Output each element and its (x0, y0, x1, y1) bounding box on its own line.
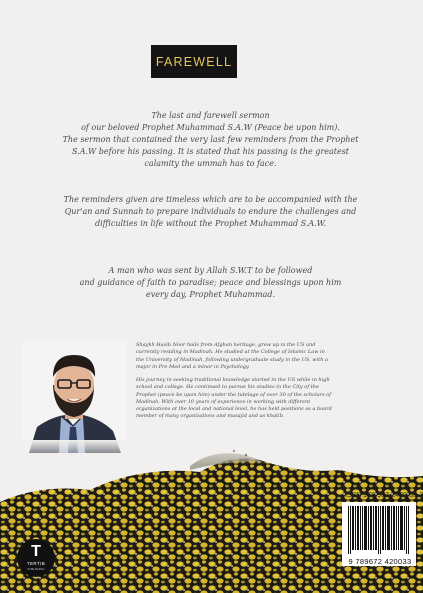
barcode-bars (342, 502, 416, 556)
barcode-number: 9 789672 420033 (348, 557, 412, 566)
title-box (151, 45, 237, 78)
publisher-name: TERTIB (26, 561, 46, 566)
blurb-paragraph-2: The reminders given are timeless which are to be accompanied with the Qur'an and Sunnah to prepare individuals to endure the challenges and difficulties in life without the Prophet Muhammad S.A.W. (63, 195, 358, 228)
author-portrait-illustration (21, 341, 126, 453)
author-photo (21, 341, 126, 453)
isbn-label: ISBN 978-967-2420-03-3 (345, 492, 423, 499)
blurb-paragraph-3: A man who was sent by Allah S.W.T to be followed and guidance of faith to paradise; peace and blessings upon him every day, Prophet Muhammad. (79, 266, 342, 299)
publisher-logo-initial: T (31, 543, 41, 560)
publisher-logo (17, 539, 55, 577)
blurb-paragraph-1: The last and farewell sermon of our beloved Prophet Muhammad S.A.W (Peace be upon him). The sermon that contained the very last few reminders from the Prophet S.A.W before his passing. It is stated that his passing is the greatest calamity the ummah has to face. (62, 111, 359, 168)
book-title: FAREWELL (155, 54, 233, 69)
author-bio-1: Shaykh Hasib Noor hails from Afghan heritage, grew up in the US and currently residing in Madinah. He studied at the College of Islamic Law in the University of Madinah, following undergraduate study in the US, with a major in Pre-Med and a minor in Psychology. (136, 342, 328, 370)
publisher-tagline: PUBLISHING (27, 567, 45, 571)
author-bio-2: His journey in seeking traditional knowledge started in the US while in high school and college. He continued to pursue his studies in the City of the Prophet (peace be upon him) under the tutelage of over 30 of the scholars of Madinah. With over 10 years of experience in working with different organizations at the local and national level, he has held positions as a board member of many organizations and masajid and as khatib. (136, 377, 332, 420)
